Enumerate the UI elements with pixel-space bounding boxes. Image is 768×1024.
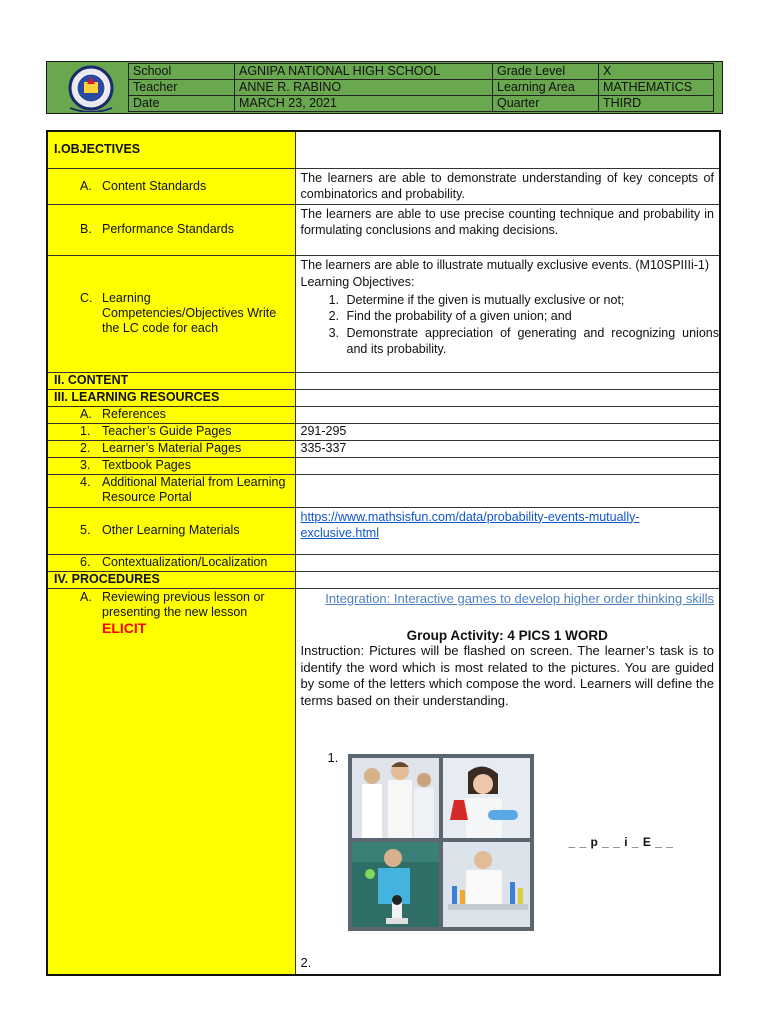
mathsisfun-link[interactable]: https://www.mathsisfun.com/data/probability-events-mutually-exclusive.html [300, 509, 640, 540]
date-value: MARCH 23, 2021 [235, 96, 493, 112]
elicit-label: ELICIT [102, 619, 147, 636]
other-materials-mark: 5. [80, 523, 91, 537]
learning-resources-heading: III. LEARNING RESOURCES [54, 389, 220, 404]
procedures-heading: IV. PROCEDURES [54, 571, 160, 586]
procedure-a-label: Reviewing previous lesson or presenting the new lesson [102, 589, 265, 619]
row-references [47, 406, 720, 423]
row-contextualization [47, 554, 720, 571]
other-materials-label: Other Learning Materials [102, 523, 240, 537]
additional-material-value [296, 475, 720, 479]
contextualization-label: Contextualization/Localization [102, 554, 268, 569]
word-clue: _ _ p _ _ i _ E _ _ [568, 834, 674, 849]
row-procedure-a [47, 588, 720, 975]
microscope-picture [352, 842, 439, 927]
objective-item: 3. Demonstrate appreciation of generating and recognizing unions and its probability. [343, 325, 720, 358]
row-teachers-guide [47, 423, 720, 440]
competencies-label: Learning Competencies/Objectives Write the LC code for each [102, 291, 277, 335]
teachers-guide-pages: 291-295 [300, 423, 347, 438]
date-label: Date [129, 96, 235, 112]
learning-objectives-list [296, 292, 720, 358]
learners-material-mark: 2. [80, 440, 91, 455]
four-pics-grid [348, 754, 534, 931]
references-label: References [102, 406, 166, 421]
row-content [47, 372, 720, 389]
learners-material-label: Learner’s Material Pages [102, 440, 242, 455]
group-activity-title: Group Activity: 4 PICS 1 WORD [406, 628, 608, 643]
content-standards-label: Content Standards [102, 178, 207, 193]
contextualization-mark: 6. [80, 554, 91, 569]
grade-level-label: Grade Level [493, 64, 599, 80]
row-competencies [47, 255, 720, 372]
grade-level-value: X [599, 64, 714, 80]
item-1-number: 1. [327, 749, 339, 765]
references-mark: A. [80, 406, 92, 421]
objective-item: 2. Find the probability of a given union; and [343, 308, 720, 325]
objectives-heading: I.OBJECTIVES [54, 142, 141, 157]
objective-item: 1. Determine if the given is mutually exclusive or not; [343, 292, 720, 309]
learners-material-pages: 335-337 [300, 440, 347, 455]
header-row-teacher [129, 80, 714, 96]
competencies-mark: C. [80, 291, 93, 305]
test-tubes-picture [443, 842, 530, 927]
textbook-label: Textbook Pages [102, 457, 191, 472]
row-textbook [47, 457, 720, 474]
performance-standards-mark: B. [80, 222, 92, 236]
procedure-a-mark: A. [80, 589, 92, 604]
quarter-label: Quarter [493, 96, 599, 112]
school-label: School [129, 64, 235, 80]
teachers-guide-label: Teacher’s Guide Pages [102, 423, 232, 438]
row-procedures [47, 571, 720, 588]
teacher-value: ANNE R. RABINO [235, 80, 493, 96]
row-learners-material [47, 440, 720, 457]
learning-area-label: Learning Area [493, 80, 599, 96]
row-content-standards [47, 168, 720, 204]
item-2-number: 2. [300, 954, 312, 970]
content-heading: II. CONTENT [54, 372, 129, 387]
header-row-date [129, 96, 714, 112]
contextualization-value [296, 555, 720, 559]
content-standards-text: The learners are able to demonstrate understanding of key concepts of combinatorics and probability. [300, 170, 714, 201]
row-performance-standards [47, 204, 720, 255]
learning-area-value: MATHEMATICS [599, 80, 714, 96]
textbook-mark: 3. [80, 457, 91, 472]
deped-seal-logo [55, 64, 127, 112]
additional-material-mark: 4. [80, 474, 91, 489]
teacher-label: Teacher [129, 80, 235, 96]
header-info-table [128, 63, 714, 112]
competencies-intro: The learners are able to illustrate mutually exclusive events. (M10SPIIIi-1) [300, 257, 710, 272]
additional-material-label: Additional Material from Learning Resource Portal [102, 474, 286, 504]
teachers-guide-mark: 1. [80, 423, 91, 438]
school-value: AGNIPA NATIONAL HIGH SCHOOL [235, 64, 493, 80]
integration-note: Integration: Interactive games to develop higher order thinking skills [325, 590, 714, 606]
textbook-pages [296, 458, 720, 462]
performance-standards-text: The learners are able to use precise counting technique and probability in formulating conclusions and making decisions. [300, 206, 714, 237]
content-standards-mark: A. [80, 178, 92, 193]
lesson-plan-table [46, 130, 721, 976]
row-learning-resources [47, 389, 720, 406]
quarter-value: THIRD [599, 96, 714, 112]
row-additional-material [47, 474, 720, 507]
scientist-flask-picture [443, 758, 530, 838]
learning-objectives-heading: Learning Objectives: [300, 275, 415, 289]
row-objectives [47, 131, 720, 168]
row-other-materials [47, 507, 720, 554]
lab-team-picture [352, 758, 439, 838]
activity-instruction: Instruction: Pictures will be flashed on screen. The learner’s task is to identify the word which is most related to the pictures. You are guided by some of the letters which compose the word. Learners will define the terms based on their understanding. [300, 643, 714, 708]
performance-standards-label: Performance Standards [102, 222, 235, 236]
header-row-school [129, 64, 714, 80]
